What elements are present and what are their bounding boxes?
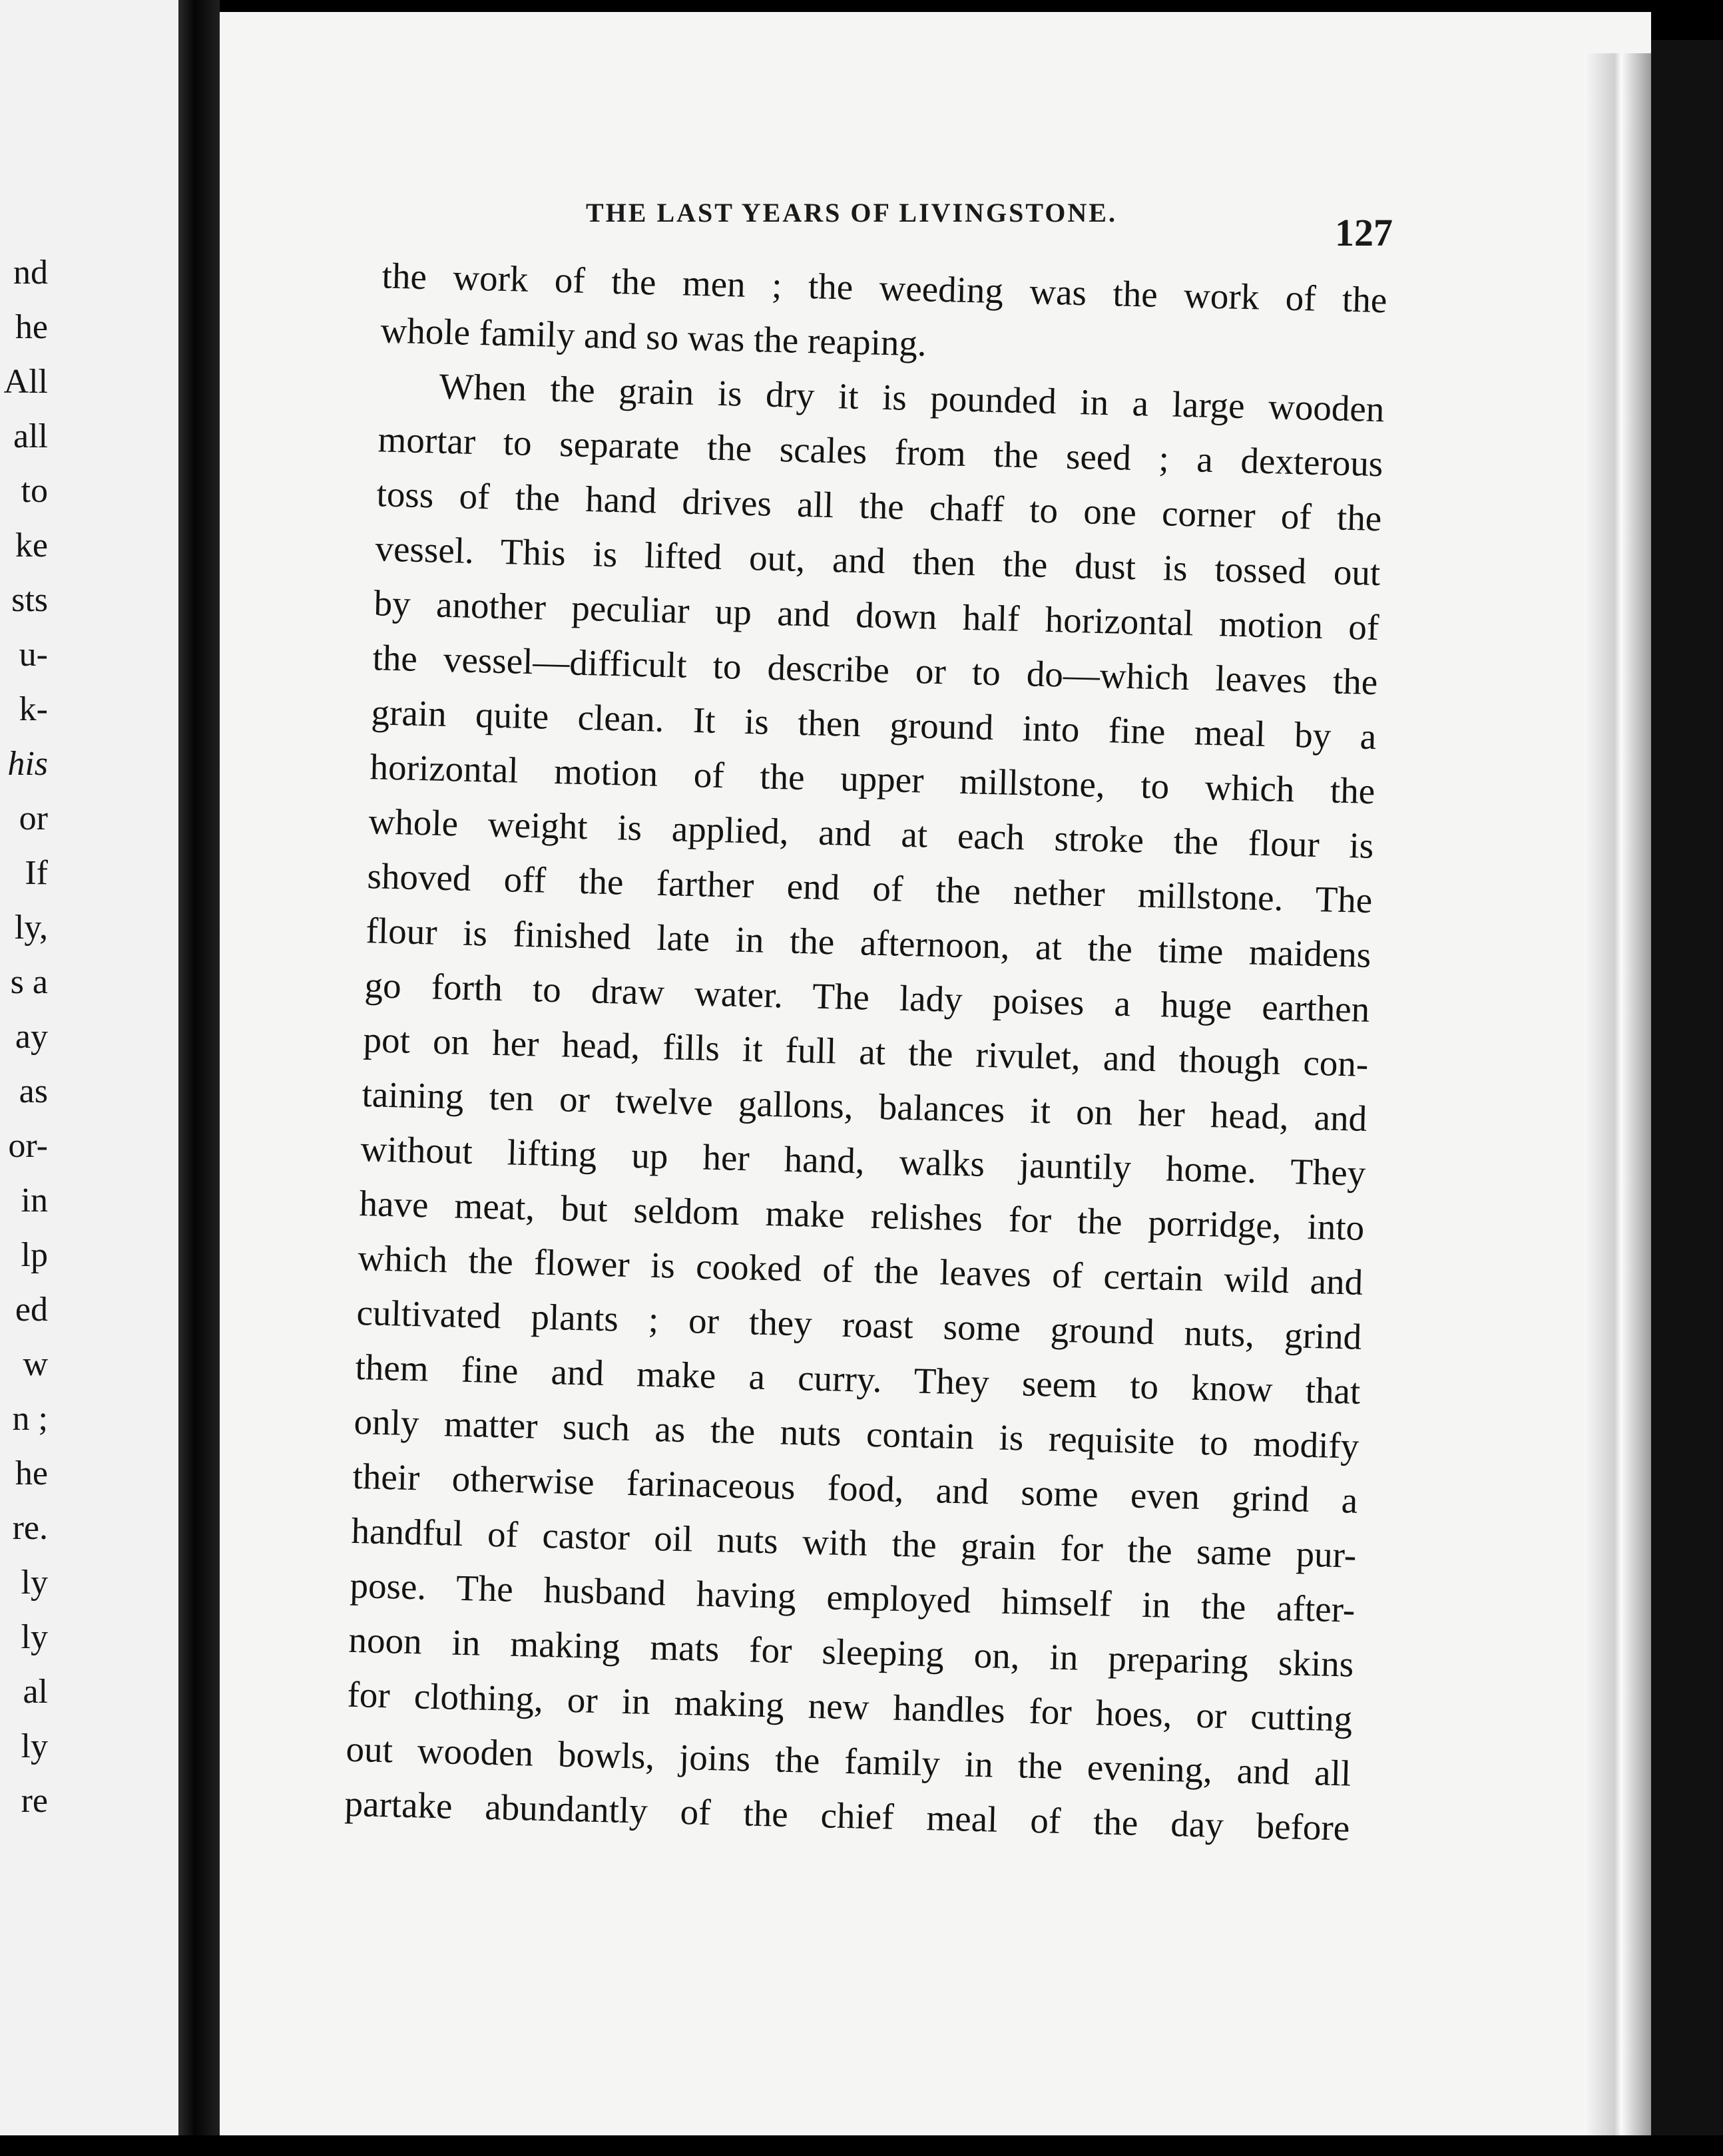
text-line: taining ten or twelve gallons, balances it on her head, and bbox=[361, 1074, 1367, 1139]
text-line: flour is finished late in the afternoon, at the time maidens bbox=[365, 910, 1372, 976]
left-page-line: If bbox=[25, 854, 48, 892]
left-page-line: or- bbox=[8, 1127, 48, 1165]
running-title: THE LAST YEARS OF LIVINGSTONE. bbox=[586, 198, 1117, 228]
left-page-line: sts bbox=[11, 581, 48, 619]
left-page-line: ay bbox=[15, 1018, 48, 1056]
left-page-line: u- bbox=[19, 636, 48, 674]
text-line: partake abundantly of the chief meal of the day before bbox=[344, 1783, 1350, 1848]
left-page-line: ly bbox=[21, 1618, 48, 1656]
left-page-line: lp bbox=[21, 1236, 48, 1274]
text-line: them fine and make a curry. They seem to know that bbox=[354, 1346, 1361, 1412]
left-page-line: re. bbox=[12, 1509, 48, 1547]
text-line: for clothing, or in making new handles for hoes, or cutting bbox=[346, 1673, 1353, 1739]
left-page-line: ke bbox=[15, 527, 48, 564]
page-number: 127 bbox=[1335, 211, 1393, 254]
left-page-line: he bbox=[15, 308, 48, 346]
left-page-line: to bbox=[21, 472, 48, 510]
text-line: out wooden bowls, joins the family in the evening, and all bbox=[345, 1728, 1352, 1794]
left-page-line: w bbox=[23, 1345, 48, 1383]
text-line: grain quite clean. It is then ground into fine meal by a bbox=[370, 692, 1377, 757]
text-line: which the flower is cooked of the leaves of certain wild and bbox=[357, 1237, 1363, 1303]
left-page-line: or bbox=[19, 799, 48, 837]
left-page-line: all bbox=[13, 417, 48, 455]
left-page-line: ly bbox=[21, 1564, 48, 1602]
left-page-line: as bbox=[19, 1072, 48, 1110]
text-line: horizontal motion of the upper millstone, to which the bbox=[369, 746, 1376, 812]
text-line: shoved off the farther end of the nether millstone. The bbox=[366, 855, 1373, 921]
left-page-line: re bbox=[21, 1782, 48, 1820]
text-line: pot on her head, fills it full at the rivulet, and though con- bbox=[362, 1019, 1369, 1084]
text-line: cultivated plants ; or they roast some ground nuts, grind bbox=[356, 1291, 1362, 1357]
text-line: without lifting up her hand, walks jauntily home. They bbox=[360, 1128, 1366, 1193]
text-line: pose. The husband having employed himself in the after- bbox=[349, 1564, 1355, 1630]
text-line: go forth to draw water. The lady poises a huge earthen bbox=[364, 965, 1371, 1030]
text-line: by another peculiar up and down half horizontal motion of bbox=[373, 582, 1380, 648]
text-line: whole family and so was the reaping. bbox=[380, 310, 927, 364]
left-page-line: al bbox=[23, 1673, 48, 1711]
left-page-line: ed bbox=[15, 1291, 48, 1329]
text-line: vessel. This is lifted out, and then the dust is tossed out bbox=[374, 528, 1381, 594]
text-line: handful of castor oil nuts with the grain for the same pur- bbox=[350, 1510, 1357, 1576]
left-page-line: k- bbox=[19, 690, 48, 728]
text-line: toss of the hand drives all the chaff to one corner of the bbox=[375, 473, 1383, 539]
text-line: only matter such as the nuts contain is requisite to modify bbox=[353, 1401, 1359, 1466]
text-line: mortar to separate the scales from the seed ; a dexterous bbox=[377, 419, 1384, 485]
left-page-line: his bbox=[7, 745, 48, 783]
left-page-line: in bbox=[21, 1182, 48, 1219]
left-page-line: All bbox=[3, 363, 48, 401]
text-line: have meat, but seldom make relishes for the porridge, into bbox=[358, 1183, 1365, 1248]
text-line: noon in making mats for sleeping on, in preparing skins bbox=[348, 1619, 1354, 1685]
left-page-line: ly bbox=[21, 1727, 48, 1765]
text-line: the work of the men ; the weeding was the work of the bbox=[381, 255, 1388, 321]
text-line: their otherwise farinaceous food, and some even grind a bbox=[352, 1455, 1358, 1521]
text-line: whole weight is applied, and at each stroke the flour is bbox=[368, 801, 1375, 867]
left-page-line: n ; bbox=[12, 1400, 48, 1438]
left-page-line: ly, bbox=[14, 909, 48, 947]
text-line: the vessel—difficult to describe or to do—which leaves the bbox=[371, 637, 1379, 703]
left-page-line: he bbox=[15, 1454, 48, 1492]
left-page-line: nd bbox=[13, 254, 48, 292]
left-page-line: s a bbox=[10, 963, 48, 1001]
paragraph-first-line: When the grain is dry it is pounded in a large wooden bbox=[438, 365, 1385, 430]
